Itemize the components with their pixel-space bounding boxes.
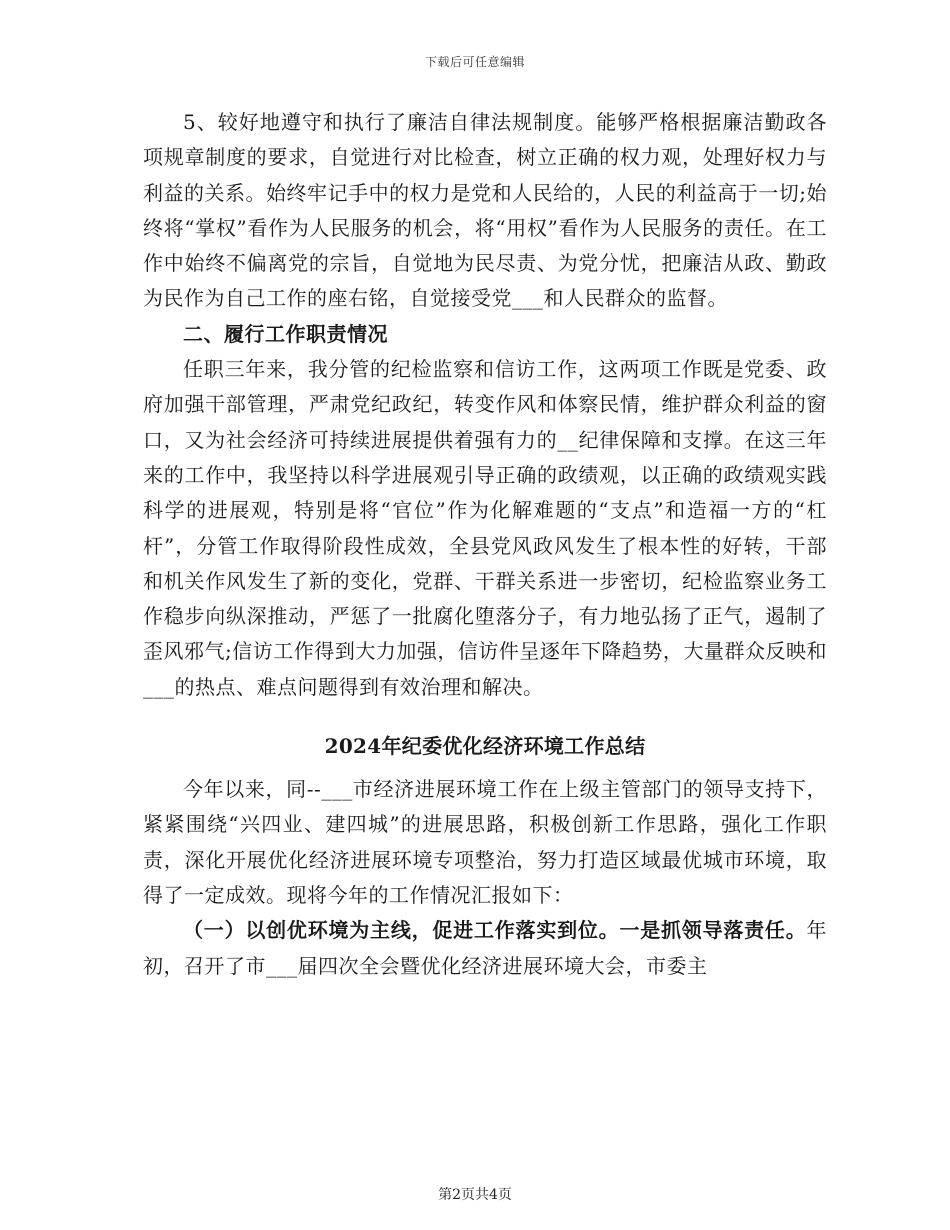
section-heading-duties: 二、履行工作职责情况 [183,321,388,346]
page-footer: 第2页共4页 [438,1187,512,1203]
paragraph-intro: 今年以来，同--___市经济进展环境工作在上级主管部门的领导支持下，紧紧围绕“兴四业、建四城”的进展思路，积极创新工作思路，强化工作职责，深化开展优化经济进展环境专项整治，努力打造区域最优城市环境，取得了一定成效。现将今年的工作情况汇报如下： [143,777,827,907]
point-one-lead: （一）以创优环境为主线，促进工作落实到位。一是抓领导落责任。 [183,918,807,943]
document-title: 2024年纪委优化经济环境工作总结 [324,734,646,759]
paragraph-integrity: 5、较好地遵守和执行了廉洁自律法规制度。能够严格根据廉洁勤政各项规章制度的要求，自觉进行对比检查，树立正确的权力观，处理好权力与利益的关系。始终牢记手中的权力是党和人民给的，人民的利益高于一切;始终将“掌权”看作为人民服务的机会，将“用权”看作为人民服务的责任。在工作中始终不偏离党的宗旨，自觉地为民尽责、为党分忧，把廉洁从政、勤政为民作为自己工作的座右铭，自觉接受党___和人民群众的监督。 [143,110,827,311]
paragraph-duties: 任职三年来，我分管的纪检监察和信访工作，这两项工作既是党委、政府加强干部管理，严肃党纪政纪，转变作风和体察民情，维护群众利益的窗口，又为社会经济可持续进展提供着强有力的__纪律保障和支撑。在这三年来的工作中，我坚持以科学进展观引导正确的政绩观，以正确的政绩观实践科学的进展观，特别是将“官位”作为化解难题的“支点”和造福一方的“杠杆”，分管工作取得阶段性成效，全县党风政风发生了根本性的好转，干部和机关作风发生了新的变化，党群、干群关系进一步密切，纪检监察业务工作稳步向纵深推动，严惩了一批腐化堕落分子，有力地弘扬了正气，遏制了歪风邪气;信访工作得到大力加强，信访件呈逐年下降趋势，大量群众反映和___的热点、难点问题得到有效治理和解决。 [143,357,827,699]
paragraph-point-one [143,913,827,984]
page-header: 下载后可任意编辑 [424,55,525,69]
document-body [143,105,827,984]
point-one-text: 年初，召开了市___届四次全会暨优化经济进展环境大会，市委主 [143,918,827,978]
